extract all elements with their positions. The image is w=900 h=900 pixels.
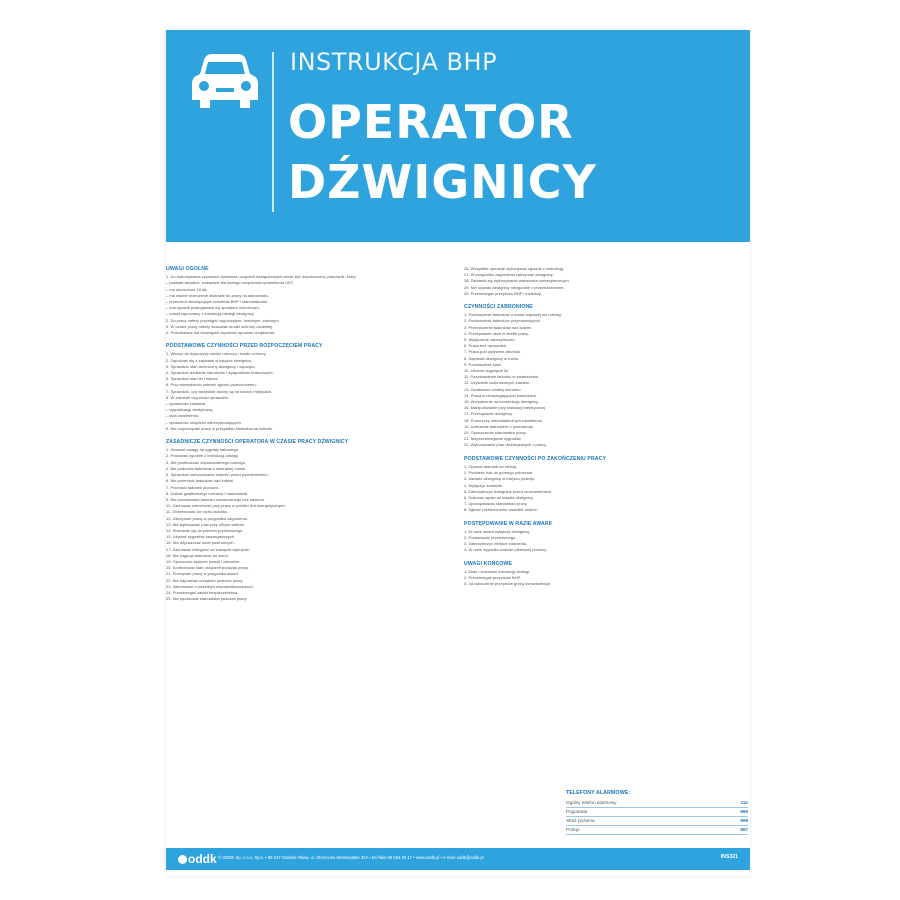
instruction-line: – sygnalizację dźwiękową, [166, 407, 213, 413]
instruction-line: 12. Zatrzymać pracę w przypadku zagrożenia. [166, 515, 248, 521]
instruction-body [166, 266, 750, 846]
instruction-line: 19. Opuszczać ładunek powoli i ostrożnie. [166, 558, 241, 564]
instruction-line: 10. Ukośne ciągnięcie lin. [464, 368, 510, 374]
instruction-line: 18. Praca przy niedostatecznym oświetleniu. [464, 417, 543, 423]
instruction-line: 4. Wyłączyć zasilanie. [464, 482, 504, 488]
instruction-line: 22. Wykonywanie prac niezwiązanych z pracą. [464, 442, 547, 448]
instruction-line: – ma ważne orzeczenie lekarskie do pracy na stanowisku, [166, 292, 269, 298]
title-line-2: DŹWIGNICY [288, 155, 597, 209]
instruction-line: 15. Używać sygnałów ostrzegawczych. [166, 534, 236, 540]
instruction-line: 2. Podnieść hak do górnego położenia. [464, 470, 534, 476]
header-subtitle: INSTRUKCJA BHP [290, 48, 498, 76]
instruction-line: 7. Praca pod wpływem alkoholu. [464, 349, 522, 355]
section-continuation [464, 266, 748, 297]
instruction-line: 15. Wchodzenie na konstrukcję dźwignicy. [464, 399, 539, 405]
instruction-line: 3. Ustawić dźwignicę w miejscu postoju. [464, 476, 535, 482]
instruction-line: 9. Podnoszenie ludzi. [464, 361, 503, 367]
instruction-line: 2. Pracować zgodnie z instrukcją obsługi. [166, 453, 240, 459]
instruction-line: 16. Manipulowanie przy instalacji elektrycznej. [464, 405, 546, 411]
car-icon [190, 50, 260, 112]
instruction-line: 4. W razie wypadku udzielić pierwszej pomocy. [464, 547, 548, 553]
section-w-czasie [166, 447, 450, 602]
instruction-line: – przeszedł obowiązujące szkolenia BHP i stanowiskowe, [166, 299, 268, 305]
instruction-line: 6. Dokonać wpisu do książki dźwignicy. [464, 494, 534, 500]
instruction-line: 5. Zabezpieczyć dźwignicę przed uruchomieniem. [464, 488, 553, 494]
poster-header [166, 30, 750, 242]
instruction-line: 7. Sprawdzić, czy wszystkie osłony są na swoich miejscach. [166, 388, 273, 394]
instruction-line: 10. Zachować ostrożność przy pracy w pobliżu linii energetycznych. [166, 503, 286, 509]
poster [166, 30, 750, 876]
instruction-line: 14. Praca w niesprzyjających warunkach. [464, 392, 538, 398]
phone-number: 112 [740, 800, 748, 806]
section-title: PODSTAWOWE CZYNNOŚCI PRZED ROZPOCZĘCIEM PRACY [166, 343, 323, 350]
instruction-line: 8. Naprawa dźwignicy w ruchu. [464, 355, 520, 361]
instruction-line: 4. Nie podnosić ładunków o nieznanej masie. [166, 465, 247, 471]
instruction-line: 21. Przerywać pracę w przypadku awarii. [166, 571, 239, 577]
instruction-line: 21. Nieprzestrzeganie sygnałów. [464, 436, 522, 442]
instruction-line: – posiada aktualne, wskazane dla danego urządzenia uprawnienia UDT, [166, 280, 294, 286]
instruction-line: 9. Nie rozpoczynać pracy w przypadku stwierdzenia usterek. [166, 425, 274, 431]
header-divider [272, 52, 274, 212]
right-column [464, 266, 748, 587]
instruction-line: 1. Zwracać uwagę na sygnały hakowego. [166, 447, 240, 453]
instruction-line: 8. W zakresie czynności sprawdzić: [166, 394, 229, 400]
section-po-zakonczeniu [464, 464, 748, 514]
instruction-line: 16. Nie dopuszczać osób postronnych. [166, 540, 235, 546]
instruction-line: 4. Pracodawca ma obowiązek zapewnić sprawne urządzenia. [166, 330, 275, 336]
oddk-logo: oddk [178, 852, 217, 866]
section-title: PODSTAWOWE CZYNNOŚCI PO ZAKOŃCZENIU PRACY [464, 455, 607, 462]
section-zabronione [464, 312, 748, 448]
instruction-line: 29. Nie używać dźwignicy niezgodnie z przeznaczeniem. [464, 284, 565, 290]
instruction-line: – został zapoznany z instrukcją obsługi dźwignicy. [166, 311, 255, 317]
instruction-line: – ma ukończone 18 lat, [166, 286, 208, 292]
header-title [288, 92, 597, 212]
phone-row [566, 799, 748, 808]
instruction-line: 28. Zabrania się wykonywania manewrów niebezpiecznych. [464, 278, 570, 284]
instruction-line: 2. Podnoszenie ładunków przymarzniętych. [464, 318, 541, 324]
instruction-line: 11. Obserwować tor ruchu ładunku. [166, 509, 229, 515]
instruction-line: 11. Pozostawienie ładunku w zawieszeniu. [464, 374, 540, 380]
instruction-line: 5. Wyłączanie zabezpieczeń. [464, 337, 516, 343]
instruction-line: 13. Nie wykonywać prac przy silnym wietrze. [166, 521, 246, 527]
instruction-line: 8. Zgłosić przełożonemu wszelkie usterki. [464, 507, 538, 513]
instruction-line: 2. Powiadomić przełożonego. [464, 534, 517, 540]
instruction-line: 2. Zapoznać się z zapisami w książce dźwignicy. [166, 357, 252, 363]
instruction-line: 5. Sprawdzić stan lin i haków. [166, 376, 219, 382]
instruction-line: 2. Przestrzegać przepisów BHP. [464, 574, 521, 580]
instruction-line: 7. Uporządkować stanowisko pracy. [464, 501, 528, 507]
instruction-line: 4. Sprawdzić działanie hamulców i wyłączników krańcowych. [166, 370, 274, 376]
instruction-line: 13. Gwałtowne zmiany kierunku. [464, 386, 522, 392]
title-line-1: OPERATOR [288, 95, 574, 149]
left-column [166, 266, 450, 602]
section-przed-praca [166, 351, 450, 432]
instruction-line: 4. Przebywanie osób w strefie pracy. [464, 330, 529, 336]
instruction-line: 3. Za naruszenie przepisów grożą konsekwencje. [464, 581, 552, 587]
phones-title: TELEFONY ALARMOWE: [566, 790, 631, 796]
phone-label: Straż pożarna [566, 818, 595, 824]
instruction-line: 2. Do pracy należy przystąpić wypoczętym, trzeźwym, zdrowym. [166, 317, 280, 323]
phone-label: Pogotowie [566, 809, 588, 815]
phone-row [566, 826, 748, 835]
instruction-line: 3. Przenoszenie ładunków nad ludźmi. [464, 324, 533, 330]
phone-row [566, 817, 748, 826]
section-title: UWAGI OGÓLNE [166, 266, 209, 272]
instruction-line: 14. Stosować się do poleceń przełożonego. [166, 527, 244, 533]
instruction-line: 17. Przeciążanie dźwignicy. [464, 411, 513, 417]
emergency-phones [566, 790, 748, 835]
poster-footer [166, 848, 750, 870]
instruction-line: 20. Opuszczanie stanowiska pracy. [464, 430, 527, 436]
instruction-line: 3. Zabezpieczyć miejsce zdarzenia. [464, 541, 528, 547]
instruction-line: 5. Sprawdzić zamocowanie ładunku przed podniesieniem. [166, 472, 269, 478]
instruction-line: – sprawność zasilania, [166, 401, 207, 407]
section-title: CZYNNOŚCI ZABRONIONE [464, 304, 533, 311]
section-title: UWAGI KOŃCOWE [464, 560, 512, 567]
instruction-line: 1. Podnoszenie ładunków o masie większej niż udźwig. [464, 312, 562, 318]
instruction-line: 1. W razie awarii wyłączyć dźwignicę. [464, 528, 531, 534]
phone-label: Ogólny telefon alarmowy [566, 800, 617, 806]
instruction-line: 8. Unikać gwałtownego ruszania i hamowania. [166, 490, 249, 496]
section-title: ZASADNICZE CZYNNOŚCI OPERATORA W CZASIE PRACY DŹWIGNICY [166, 439, 349, 446]
instruction-line: 6. Przy stwierdzeniu usterek zgłosić przełożonemu. [166, 382, 257, 388]
instruction-line: – zna sposób posługiwania się sprzętem ochronnym, [166, 305, 260, 311]
product-code: INS321 [720, 854, 738, 860]
instruction-line: 24. Przestrzegać zasad bezpieczeństwa. [166, 589, 239, 595]
instruction-line: 26. Wszystkie operacje wykonywać zgodnie z instrukcją. [464, 266, 565, 271]
instruction-line: 12. Używanie uszkodzonych zawiesi. [464, 380, 530, 386]
phone-row [566, 808, 748, 817]
section-title: POSTĘPOWANIE W RAZIE AWARII [464, 520, 552, 527]
instruction-line: 3. Sprawdzić stan techniczny dźwignicy i osprzętu. [166, 363, 256, 369]
phone-label: Policja [566, 827, 580, 833]
instruction-line: 1. Włożyć do dyspozycji odzież roboczą i środki ochrony. [166, 351, 267, 357]
instruction-line: 7. Podnosić ładunek pionowo. [166, 484, 220, 490]
instruction-line: 27. W przypadku zagrożenia zatrzymać dźwignicę. [464, 272, 554, 278]
instruction-line: 9. Nie pozostawiać ładunku zawieszonego bez nadzoru. [166, 496, 266, 502]
instruction-line: 17. Zachować odległość od krawędzi wykopów. [166, 546, 250, 552]
instruction-line: 1. Do wykonywania czynności operatora urządzeń dźwignicowych może być dopuszczony pracownik, który: [166, 274, 357, 280]
instruction-line: 20. Kontrolować stan urządzeń podczas pracy. [166, 565, 249, 571]
instruction-line: 6. Nie przenosić ładunków nad ludźmi. [166, 478, 235, 484]
instruction-line: 18. Nie ciągnąć ładunków po ziemi. [166, 552, 229, 558]
instruction-line: 22. Nie naprawiać urządzeń podczas pracy. [166, 577, 244, 583]
instruction-line: 23. Informować o wszelkich nieprawidłowościach. [166, 583, 254, 589]
instruction-line: 3. W czasie pracy należy stosować środki ochrony osobistej. [166, 323, 274, 329]
footer-contact: © ODDK Sp. z o.o. Sp.k. • 80-317 Gdańsk-Oliwa, ul. Obrońców Westerplatte 32A • tel./faks 58 554 29 17 • www.oddk.pl • e-mail: oddk@oddk.pl [218, 855, 484, 860]
phone-number: 997 [740, 827, 748, 833]
phone-number: 999 [740, 809, 748, 815]
instruction-line: – stan oświetlenia, [166, 413, 199, 419]
section-koncowe [464, 569, 748, 588]
instruction-line: 3. Nie przekraczać dopuszczalnego udźwigu. [166, 459, 247, 465]
instruction-line: 19. Uderzanie ładunkiem o przeszkody. [464, 423, 534, 429]
instruction-line: 25. Nie opuszczać stanowiska podczas pracy. [166, 596, 248, 602]
instruction-line: 6. Praca bez uprawnień. [464, 343, 508, 349]
section-uwagi-ogolne [166, 274, 450, 336]
instruction-line: – sprawność urządzeń zabezpieczających. [166, 419, 242, 425]
section-awarie [464, 529, 748, 554]
instruction-line: 1. Znać i stosować instrukcję obsługi. [464, 568, 531, 574]
instruction-line: 1. Opuścić ładunek na ziemię. [464, 463, 518, 469]
instruction-line: 30. Przestrzegać przepisów BHP i instrukcji. [464, 290, 543, 296]
phone-number: 998 [740, 818, 748, 824]
